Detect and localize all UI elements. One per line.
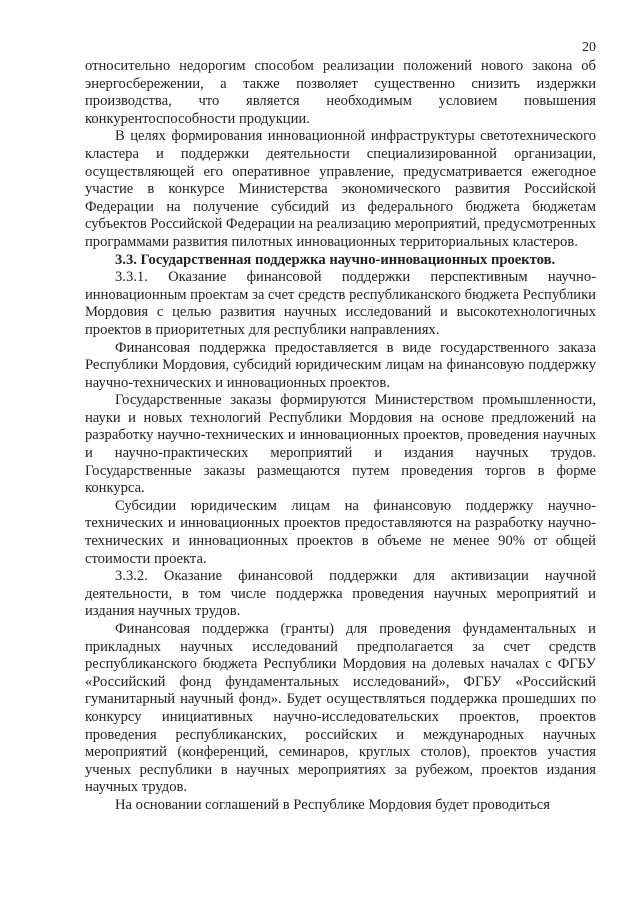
paragraph-financial-support: Финансовая поддержка предоставляется в виде государственного заказа Республики Мордовия, субсидий юридическим лицам на финансовую поддержку научно-технических и инновационных проектов. xyxy=(85,339,596,391)
paragraph-grants: Финансовая поддержка (гранты) для проведения фундаментальных и прикладных научных исследований предполагается за счет средств республиканского бюджета Республики Мордовия на долевых началах с ФГБУ «Российский фонд фундаментальных исследований», ФГБУ «Российский гуманитарный научный фонд». Будет осуществляться поддержка прошедших по конкурсу инициативных научно-исследовательских проектов, проектов проведения республиканских, российских и международных научных мероприятий (конференций, семинаров, круглых столов), проектов участия ученых республики в научных мероприятиях за рубежом, проектов издания научных трудов. xyxy=(85,621,596,796)
paragraph-cluster-infrastructure: В целях формирования инновационной инфраструктуры светотехнического кластера и поддержки деятельности специализированной организации, осуществляющей его оперативное управление, предусматривается ежегодное участие в конкурсе Министерства экономического развития Российской Федерации на получение субсидий из федерального бюджета бюджетам субъектов Российской Федерации на реализацию мероприятий, предусмотренных программами развития пилотных инновационных территориальных кластеров. xyxy=(85,128,596,250)
page-number: 20 xyxy=(582,40,596,55)
paragraph-state-orders: Государственные заказы формируются Министерством промышленности, науки и новых технологий Республики Мордовия на основе предложений на разработку научно-технических и инновационных проектов, проведения научных и научно-практических мероприятий и издания научных трудов. Государственные заказы размещаются путем проведения торгов в форме конкурса. xyxy=(85,392,596,497)
paragraph-3-3-1: 3.3.1. Оказание финансовой поддержки перспективным научно-инновационным проектам за счет средств республиканского бюджета Республики Мордовия с целью развития научных исследований и высокотехнологичных проектов в приоритетных для республики направлениях. xyxy=(85,269,596,338)
paragraph-subsidies: Субсидии юридическим лицам на финансовую поддержку научно-технических и инновационных проектов предоставляются на разработку научно-технических и инновационных проектов в объеме не менее 90% от общей стоимости проекта. xyxy=(85,497,596,567)
paragraph-continuation: относительно недорогим способом реализации положений нового закона об энергосбережении, а также позволяет существенно снизить издержки производства, что является необходимым условием повышения конкурентоспособности продукции. xyxy=(85,58,596,127)
paragraph-3-3-2: 3.3.2. Оказание финансовой поддержки для активизации научной деятельности, в том числе поддержка проведения научных мероприятий и издания научных трудов. xyxy=(85,568,596,620)
section-heading-3-3: 3.3. Государственная поддержка научно-инновационных проектов. xyxy=(115,251,556,268)
paragraph-agreements: На основании соглашений в Республике Мордовия будет проводиться xyxy=(115,796,550,813)
document-body xyxy=(85,58,596,815)
